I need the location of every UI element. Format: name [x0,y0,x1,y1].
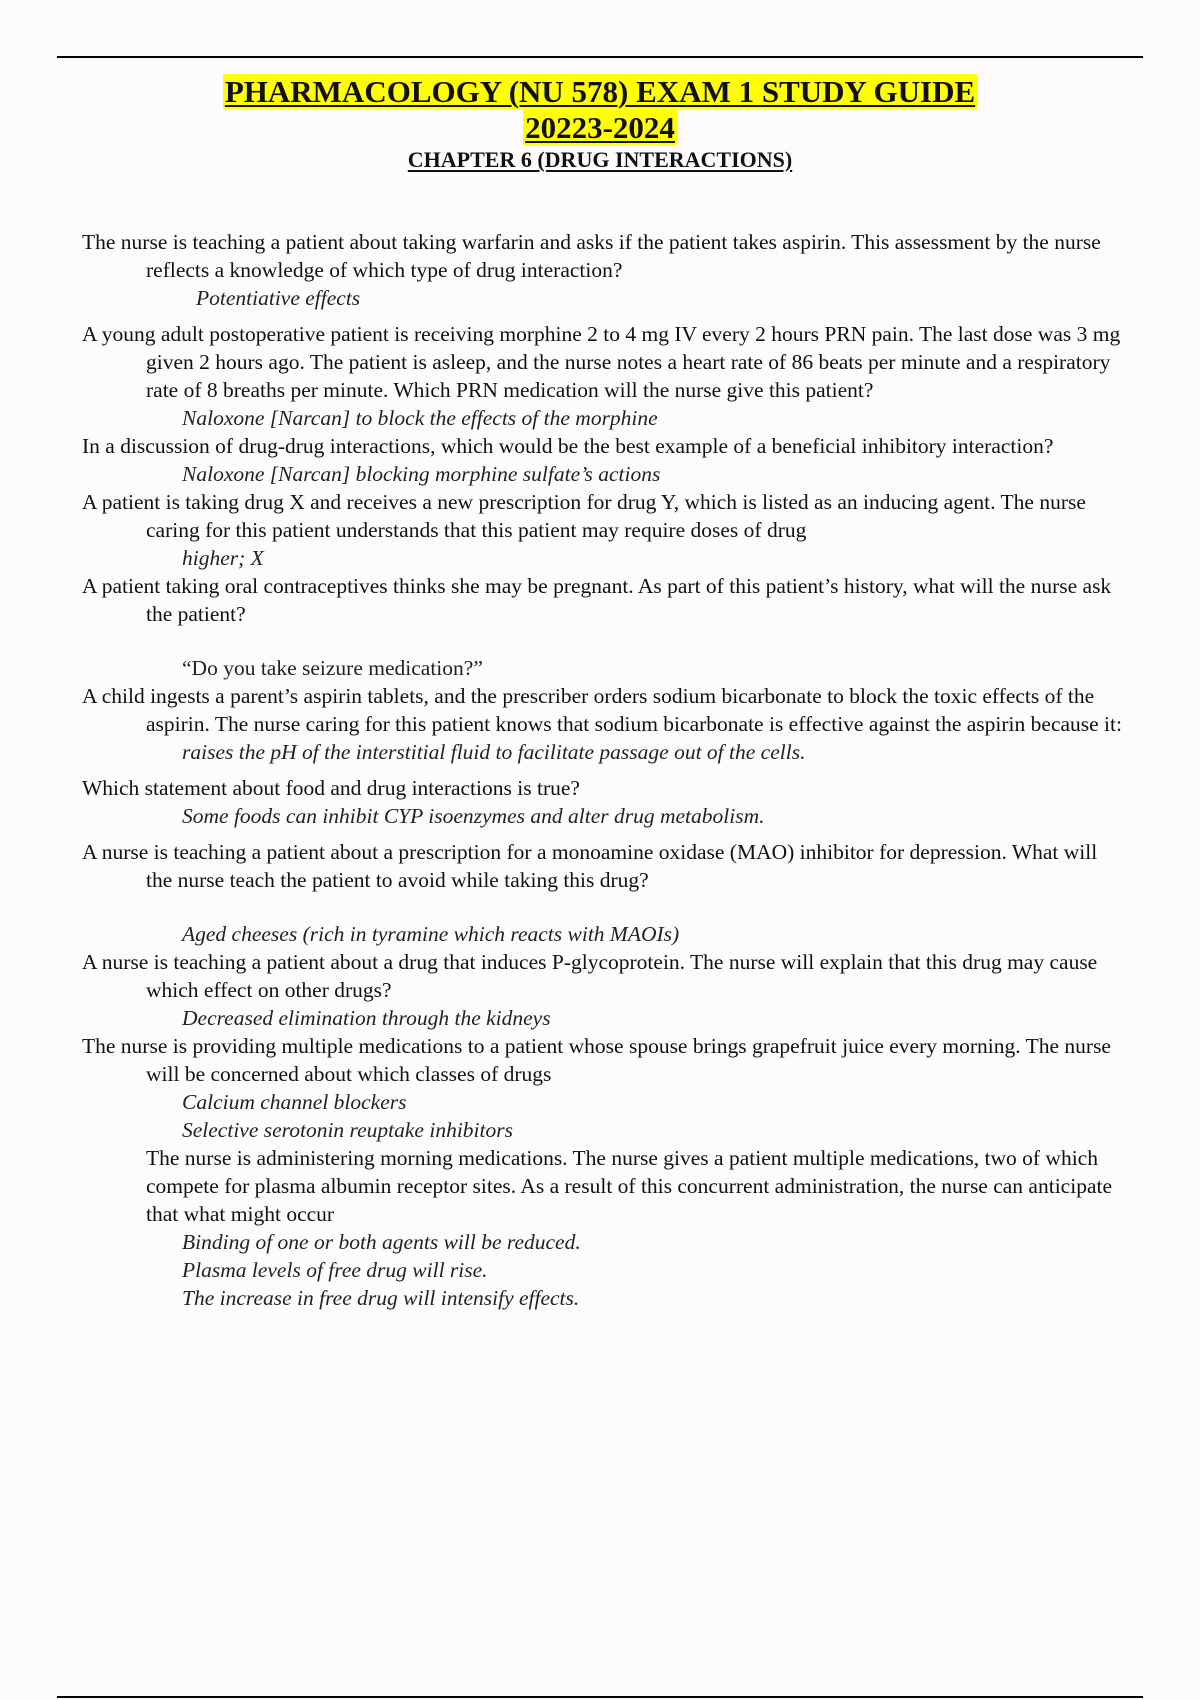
question-text: In a discussion of drug-drug interactions, which would be the best example of a beneficial inhibitory interaction? [82,434,1054,458]
question-text: A nurse is teaching a patient about a prescription for a monoamine oxidase (MAO) inhibitor for depression. What will the nurse teach the patient to avoid while taking this drug? [82,840,1098,892]
answer-text: Binding of one or both agents will be reduced. [182,1230,581,1254]
question-text: The nurse is teaching a patient about taking warfarin and asks if the patient takes aspirin. This assessment by the nurse reflects a knowledge of which type of drug interaction? [82,230,1101,282]
answer-text: The increase in free drug will intensify effects. [182,1286,580,1310]
question-text: A patient is taking drug X and receives a new prescription for drug Y, which is listed as an inducing agent. The nurse caring for this patient understands that this patient may require doses of drug [82,490,1086,542]
answer-text: Potentiative effects [196,286,361,310]
chapter-heading: CHAPTER 6 (DRUG INTERACTIONS) [407,147,793,172]
answer-text: higher; X [182,546,264,570]
question-text: A nurse is teaching a patient about a drug that induces P-glycoprotein. The nurse will explain that this drug may cause which effect on other drugs? [82,950,1098,1002]
answer-text: Some foods can inhibit CYP isoenzymes and alter drug metabolism. [182,804,765,828]
answer-text: Naloxone [Narcan] blocking morphine sulfate’s actions [182,462,661,486]
bottom-rule [57,1696,1143,1698]
question-text: A patient taking oral contraceptives thinks she may be pregnant. As part of this patient’s history, what will the nurse ask the patient? [82,574,1112,626]
document-title-line-1: PHARMACOLOGY (NU 578) EXAM 1 STUDY GUIDE [224,74,976,109]
answer-text: Calcium channel blockers [182,1090,407,1114]
answer-text: Aged cheeses (rich in tyramine which reacts with MAOIs) [182,922,680,946]
question-text: The nurse is providing multiple medications to a patient whose spouse brings grapefruit juice every morning. The nurse will be concerned about which classes of drugs [82,1034,1111,1086]
answer-text: Plasma levels of free drug will rise. [182,1258,488,1282]
study-guide-body [82,228,1122,1312]
top-rule [57,56,1143,58]
question-text: A child ingests a parent’s aspirin tablets, and the prescriber orders sodium bicarbonate to block the toxic effects of the aspirin. The nurse caring for this patient knows that sodium bicarbonate is effective against the aspirin because it: [82,684,1122,736]
question-text: Which statement about food and drug interactions is true? [82,776,580,800]
question-text: The nurse is administering morning medications. The nurse gives a patient multiple medications, two of which compete for plasma albumin receptor sites. As a result of this concurrent administration, the nurse can anticipate that what might occur [146,1146,1112,1226]
answer-text: “Do you take seizure medication?” [182,656,483,680]
question-text: A young adult postoperative patient is receiving morphine 2 to 4 mg IV every 2 hours PRN pain. The last dose was 3 mg given 2 hours ago. The patient is asleep, and the nurse notes a heart rate of 86 beats per minute and a respiratory rate of 8 breaths per minute. Which PRN medication will the nurse give this patient? [82,322,1121,402]
answer-text: Naloxone [Narcan] to block the effects of the morphine [182,406,658,430]
document-title-line-2: 20223-2024 [525,110,675,145]
answer-text: raises the pH of the interstitial fluid to facilitate passage out of the cells. [182,740,806,764]
answer-text: Selective serotonin reuptake inhibitors [182,1118,513,1142]
answer-text: Decreased elimination through the kidneys [182,1006,551,1030]
document-header [0,74,1200,173]
